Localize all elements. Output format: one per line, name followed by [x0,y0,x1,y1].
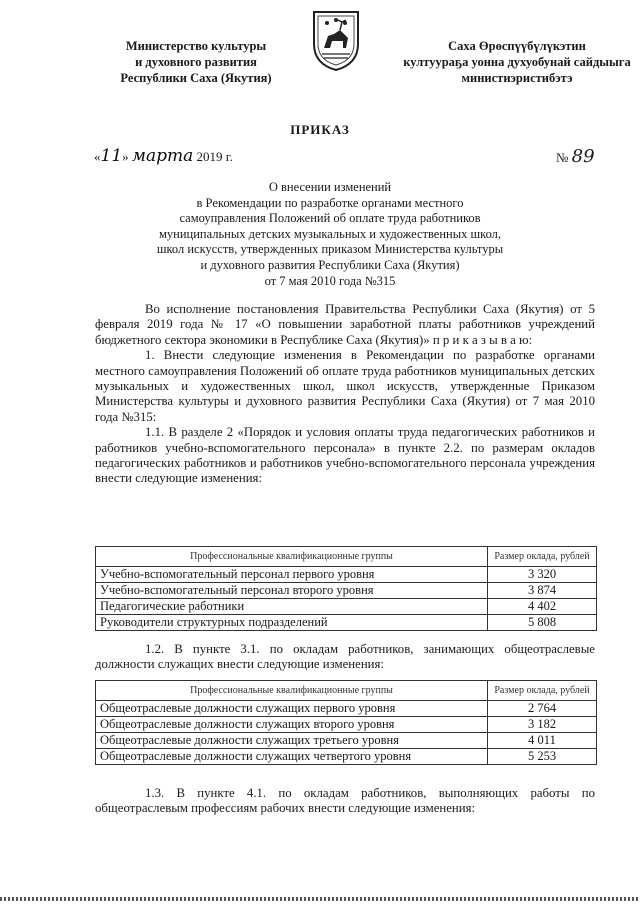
table-cell: 3 320 [488,567,597,583]
body-text [95,642,595,673]
subject-line: самоуправления Положений об оплате труда работников [179,211,481,226]
header-left-line: и духовного развития [135,55,257,69]
date-day: 11 [100,146,123,166]
table-row [96,599,597,615]
table-cell: Общеотраслевые должности служащих третьего уровня [96,733,488,749]
number-value: 89 [571,146,595,167]
ministry-name-yakut [402,38,632,86]
body-text [95,302,595,487]
paragraph-1-2: 1.2. В пункте 3.1. по окладам работников, занимающих общеотраслевые должности служащих внести следующие изменения: [95,642,595,672]
order-subject [120,180,540,289]
subject-line: муниципальных детских музыкальных и художественных школ, [158,226,502,241]
table-row [96,717,597,733]
table-cell: Общеотраслевые должности служащих второго уровня [96,717,488,733]
table-cell: Учебно-вспомогательный персонал первого уровня [96,567,488,583]
document-title: ПРИКАЗ [290,122,350,137]
column-header: Профессиональные квалификационные группы [96,547,488,567]
paragraph-1: 1. Внести следующие изменения в Рекомендации по разработке органами местного самоуправления Положений об оплате труда работников муниципальных детских музыкальных и художественных школ, школ искусств, утвержденные Приказом Министерства культуры и духовного развития Республики Саха (Якутия) от 7 мая 2010 года №315: [95,348,595,424]
salary-table-teaching-staff [95,546,597,631]
date-month: марта [131,146,194,166]
table-cell: 3 874 [488,583,597,599]
number-prefix: № [556,150,569,165]
subject-line: и духовного развития Республики Саха (Якутия) [200,257,460,272]
table-row [96,701,597,717]
table-cell: 4 011 [488,733,597,749]
subject-line: О внесении изменений [268,180,392,194]
table-row [96,615,597,631]
ministry-name-russian [96,38,296,86]
paragraph-1-1: 1.1. В разделе 2 «Порядок и условия оплаты труда педагогических работников и работников учебно-вспомогательного персонала» в пункте 2.2. по размерам окладов педагогических работников и работников учебно-вспомогательного персонала учреждения внести следующие изменения: [95,425,595,486]
subject-line: школ искусств, утвержденных приказом Министерства культуры [156,242,504,257]
table-row [96,749,597,765]
header-left-line: Республики Саха (Якутия) [120,71,272,85]
date-year: 2019 г. [196,149,233,164]
coat-of-arms-emblem [310,8,362,72]
column-header: Профессиональные квалификационные группы [96,681,488,701]
header-left-line: Министерство культуры [125,39,267,53]
table-cell: Общеотраслевые должности служащих первого уровня [96,701,488,717]
scan-edge-divider [0,897,640,901]
header-right-line: култуураҕа уонна духуобунай сайдыыга [403,55,631,69]
table-cell: Общеотраслевые должности служащих четвертого уровня [96,749,488,765]
table-row [96,583,597,599]
table-cell: Учебно-вспомогательный персонал второго уровня [96,583,488,599]
intro-paragraph: Во исполнение постановления Правительства Республики Саха (Якутия) от 5 февраля 2019 года № 17 «О повышении заработной платы работников учреждений бюджетного сектора экономики в Республике Саха (Якутия)» п р и к а з ы в а ю: [95,302,595,347]
subject-line: от 7 мая 2010 года №315 [264,273,396,288]
salary-table-employees [95,680,597,765]
paragraph-1-3: 1.3. В пункте 4.1. по окладам работников, выполняющих работы по общеотраслевым профессиям рабочих внести следующие изменения: [95,786,595,816]
subject-line: в Рекомендации по разработке органами местного [196,195,464,210]
column-header: Размер оклада, рублей [488,547,597,567]
order-number [556,146,595,167]
table-cell: 4 402 [488,599,597,615]
table-header-row [96,547,597,567]
table-cell: 3 182 [488,717,597,733]
table-cell: 5 808 [488,615,597,631]
body-text [95,786,595,817]
table-cell: 5 253 [488,749,597,765]
column-header: Размер оклада, рублей [488,681,597,701]
table-cell: Руководители структурных подразделений [96,615,488,631]
header-right-line: министиэристибэтэ [461,71,573,85]
table-row [96,733,597,749]
order-date [94,146,233,166]
table-cell: Педагогические работники [96,599,488,615]
table-cell: 2 764 [488,701,597,717]
header-right-line: Саха Өрөспүүбүлүкэтин [448,39,586,53]
date-quote-open: « [94,149,101,164]
table-header-row [96,681,597,701]
date-quote-close: » [122,149,129,164]
table-row [96,567,597,583]
